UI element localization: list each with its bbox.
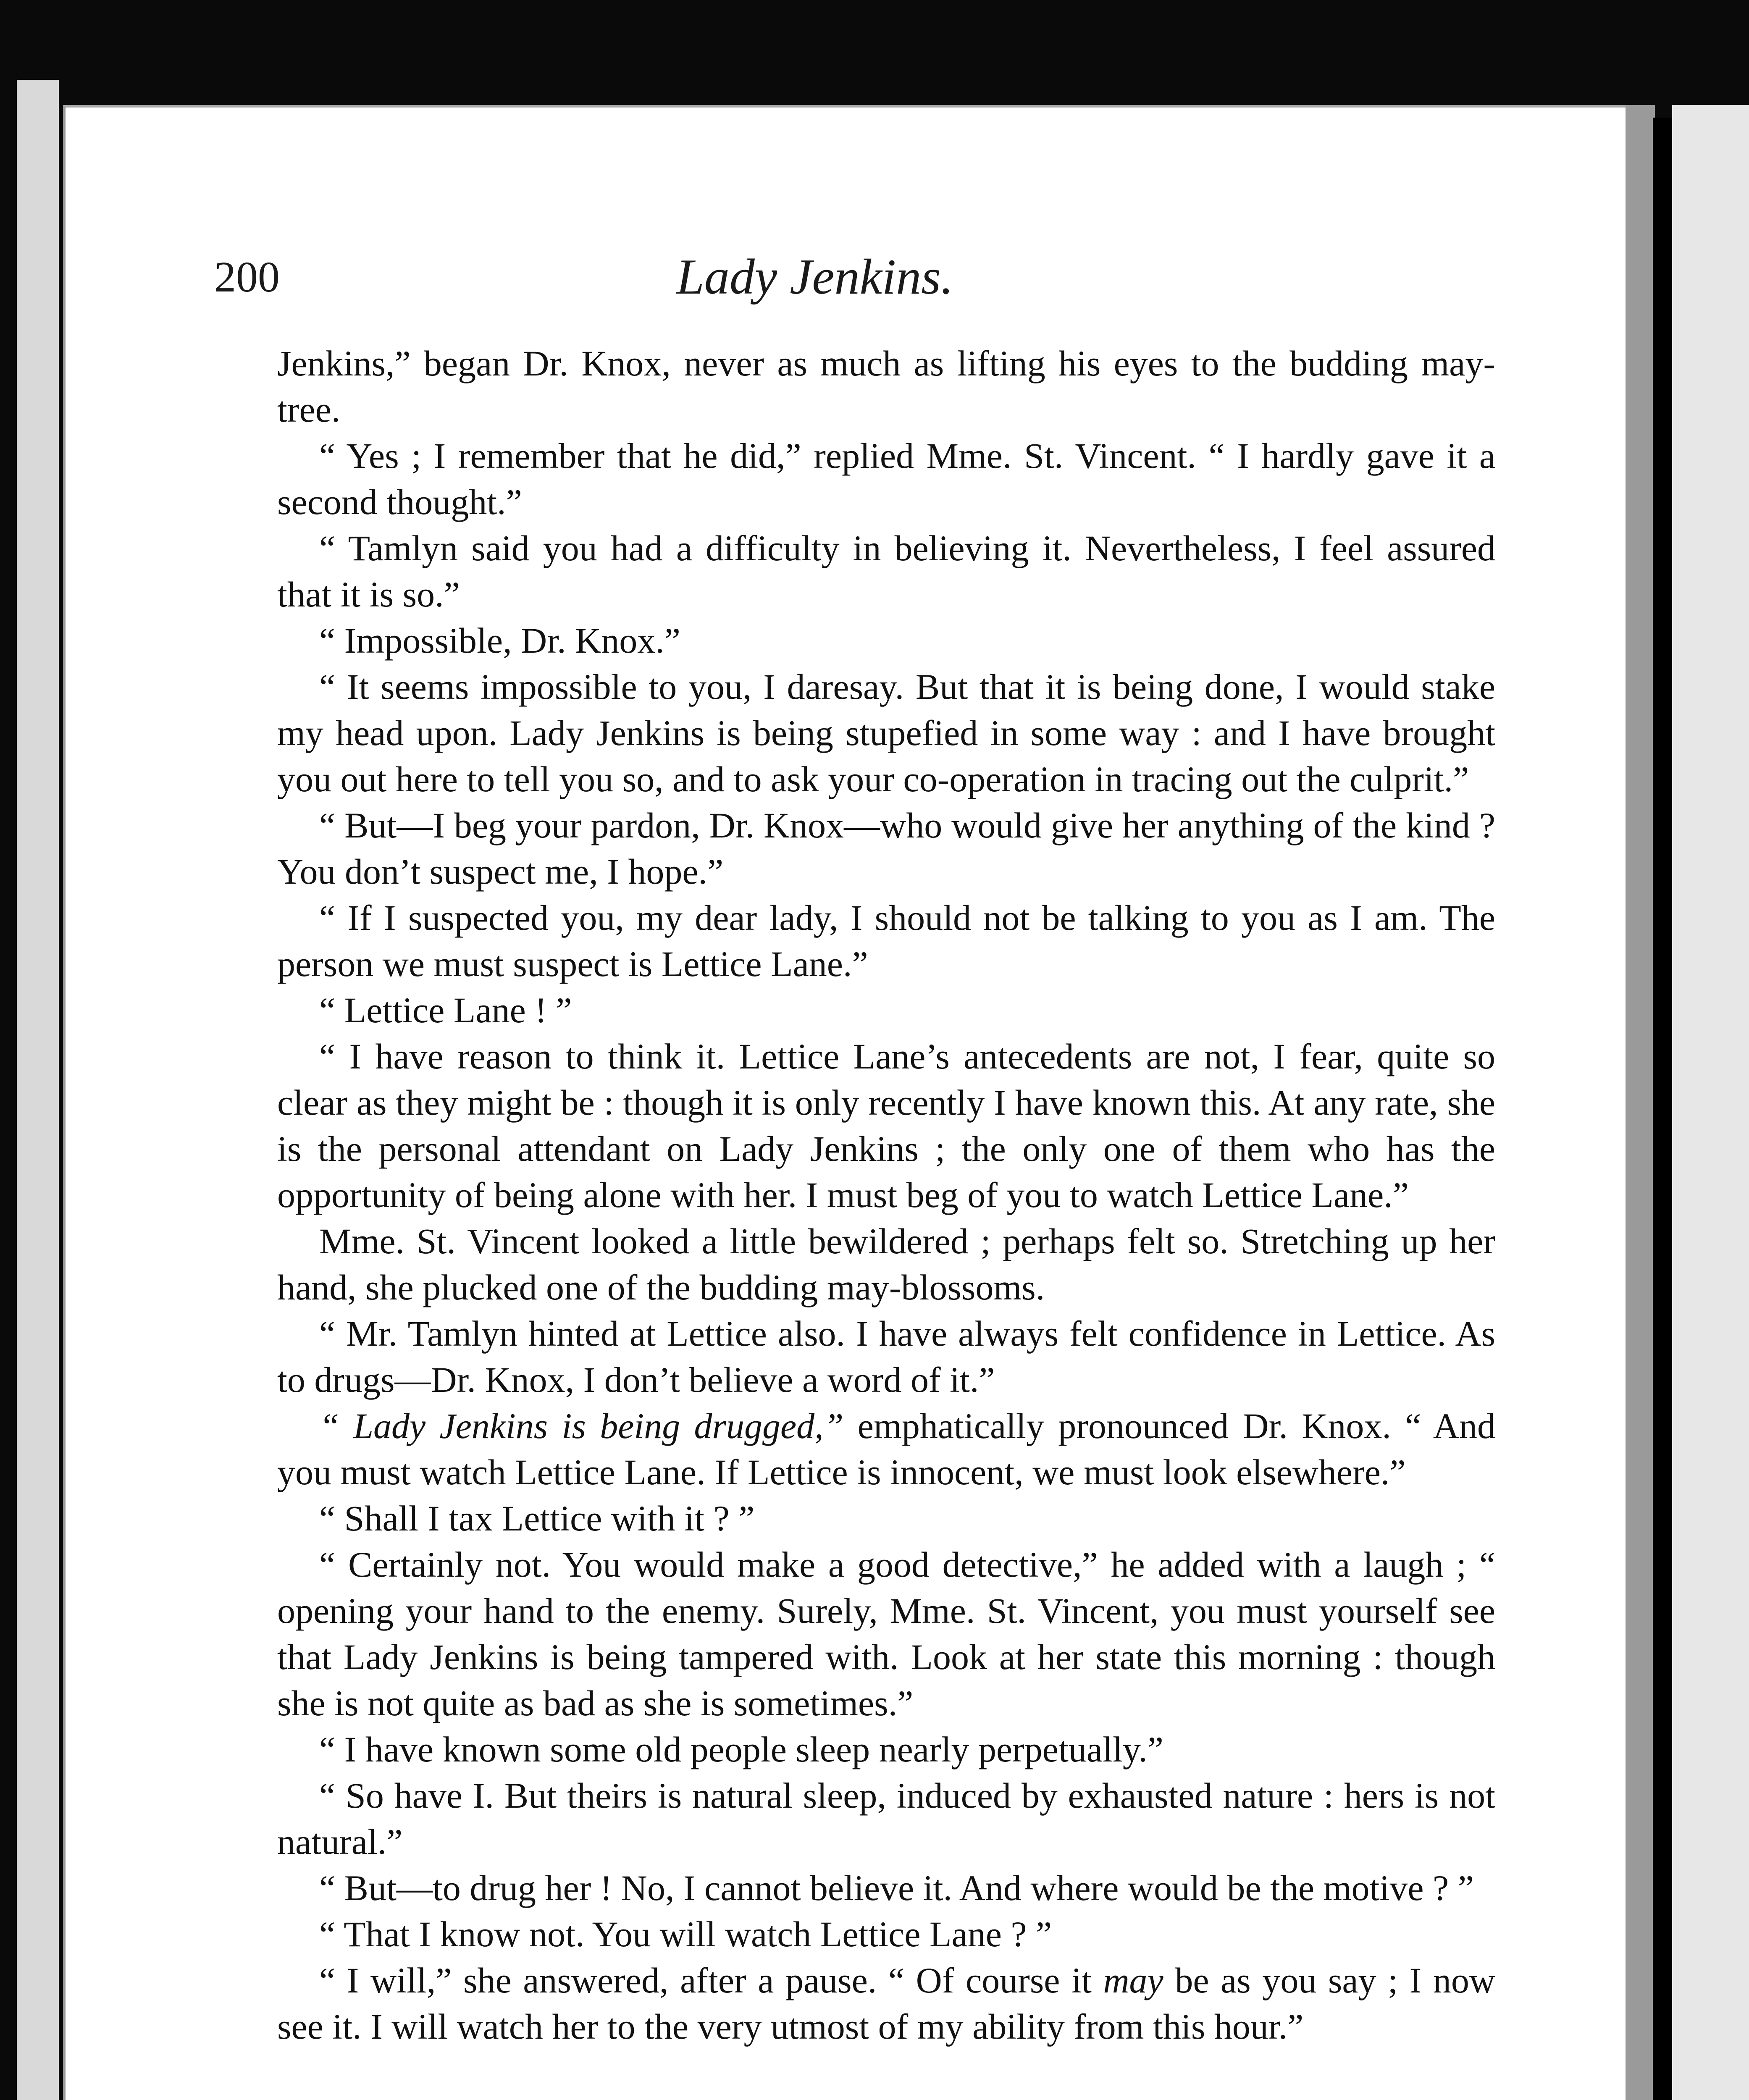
paragraph-text: “ Mr. Tamlyn hinted at Lettice also. I have always felt confidence in Lettice. As to drugs—Dr. Knox, I don’t believe a word of it.” — [277, 1313, 1495, 1400]
paragraph — [277, 1495, 1495, 1541]
paragraph-text: “ I will,” she answered, after a pause. “ Of course it — [319, 1960, 1103, 2000]
paragraph-italic-text: may — [1103, 1960, 1163, 2000]
paragraph-text: emphatically pronounced Dr. Knox. “ And you must watch Lettice Lane. If Lettice is innocent, we must look elsewhere.” — [277, 1406, 1495, 1492]
paragraph — [277, 1957, 1495, 2050]
running-title: Lady Jenkins. — [676, 249, 953, 304]
paragraph-text: “ Tamlyn said you had a difficulty in believing it. Nevertheless, I feel assured that it is so.” — [277, 528, 1495, 614]
paragraph — [277, 433, 1495, 525]
scan-frame-left — [17, 80, 59, 2100]
paragraph — [277, 1403, 1495, 1495]
book-gutter — [1653, 118, 1672, 2100]
paragraph — [277, 802, 1495, 895]
paragraph-text: be as you say ; I now see it. I will watch her to the very utmost of my ability from this hour.” — [277, 1960, 1496, 2047]
paragraph — [277, 1033, 1495, 1218]
paragraph-text: “ But—to drug her ! No, I cannot believe it. And where would be the motive ? ” — [319, 1868, 1474, 1908]
paragraph-text: “ So have I. But theirs is natural sleep, induced by exhausted nature : hers is not natural.” — [277, 1775, 1495, 1862]
paragraph-text: “ Shall I tax Lettice with it ? ” — [319, 1498, 755, 1538]
paragraph-text: “ If I suspected you, my dear lady, I should not be talking to you as I am. The person we must suspect is Lettice Lane.” — [277, 898, 1495, 984]
paragraph — [277, 340, 1495, 433]
paragraph — [277, 1865, 1495, 1911]
paragraph — [277, 987, 1495, 1033]
page-number: 200 — [214, 253, 280, 301]
paragraph — [277, 525, 1495, 617]
paragraph-text: “ Lettice Lane ! ” — [319, 990, 572, 1030]
running-head — [214, 235, 1415, 302]
paragraph — [277, 1772, 1495, 1865]
body-text — [277, 340, 1495, 2050]
paragraph-text: “ Yes ; I remember that he did,” replied Mme. St. Vincent. “ I hardly gave it a second thought.” — [277, 436, 1495, 522]
paragraph-text: Jenkins,” began Dr. Knox, never as much as lifting his eyes to the budding may-tree. — [277, 343, 1495, 430]
paragraph-text: “ But—I beg your pardon, Dr. Knox—who would give her anything of the kind ? You don’t suspect me, I hope.” — [277, 805, 1495, 892]
page-edge-shadow — [1626, 105, 1655, 2100]
paragraph-text: “ Certainly not. You would make a good detective,” he added with a laugh ; “ opening your hand to the enemy. Surely, Mme. St. Vincent, you must yourself see that Lady Jenkins is being tampered with. Look at her state this morning : though she is not quite as bad as she is sometimes.” — [277, 1544, 1495, 1723]
paragraph-italic-text: “ Lady Jenkins is being drugged,” — [319, 1406, 844, 1446]
paragraph — [277, 895, 1495, 987]
paragraph — [277, 1911, 1495, 1957]
paragraph — [277, 1541, 1495, 1726]
paragraph — [277, 1218, 1495, 1310]
paragraph-text: “ That I know not. You will watch Lettice Lane ? ” — [319, 1914, 1052, 1954]
paragraph — [277, 617, 1495, 664]
paragraph-text: “ Impossible, Dr. Knox.” — [319, 620, 680, 661]
paragraph-text: “ I have reason to think it. Lettice Lane’s antecedents are not, I fear, quite so clear as they might be : though it is only recently I have known this. At any rate, she is the personal attendant on Lady Jenkins ; the only one of them who has the opportunity of being alone with her. I must beg of you to watch Lettice Lane.” — [277, 1036, 1495, 1215]
facing-page-edge — [1672, 105, 1749, 2100]
paragraph — [277, 664, 1495, 802]
paragraph-text: “ It seems impossible to you, I daresay. But that it is being done, I would stake my head upon. Lady Jenkins is being stupefied in some way : and I have brought you out here to tell you so, and to ask your co-operation in tracing out the culprit.” — [277, 667, 1495, 799]
paragraph — [277, 1726, 1495, 1772]
paragraph-text: “ I have known some old people sleep nearly perpetually.” — [319, 1729, 1163, 1769]
paragraph-text: Mme. St. Vincent looked a little bewildered ; perhaps felt so. Stretching up her hand, she plucked one of the budding may-blossoms. — [277, 1221, 1495, 1307]
paragraph — [277, 1310, 1495, 1403]
